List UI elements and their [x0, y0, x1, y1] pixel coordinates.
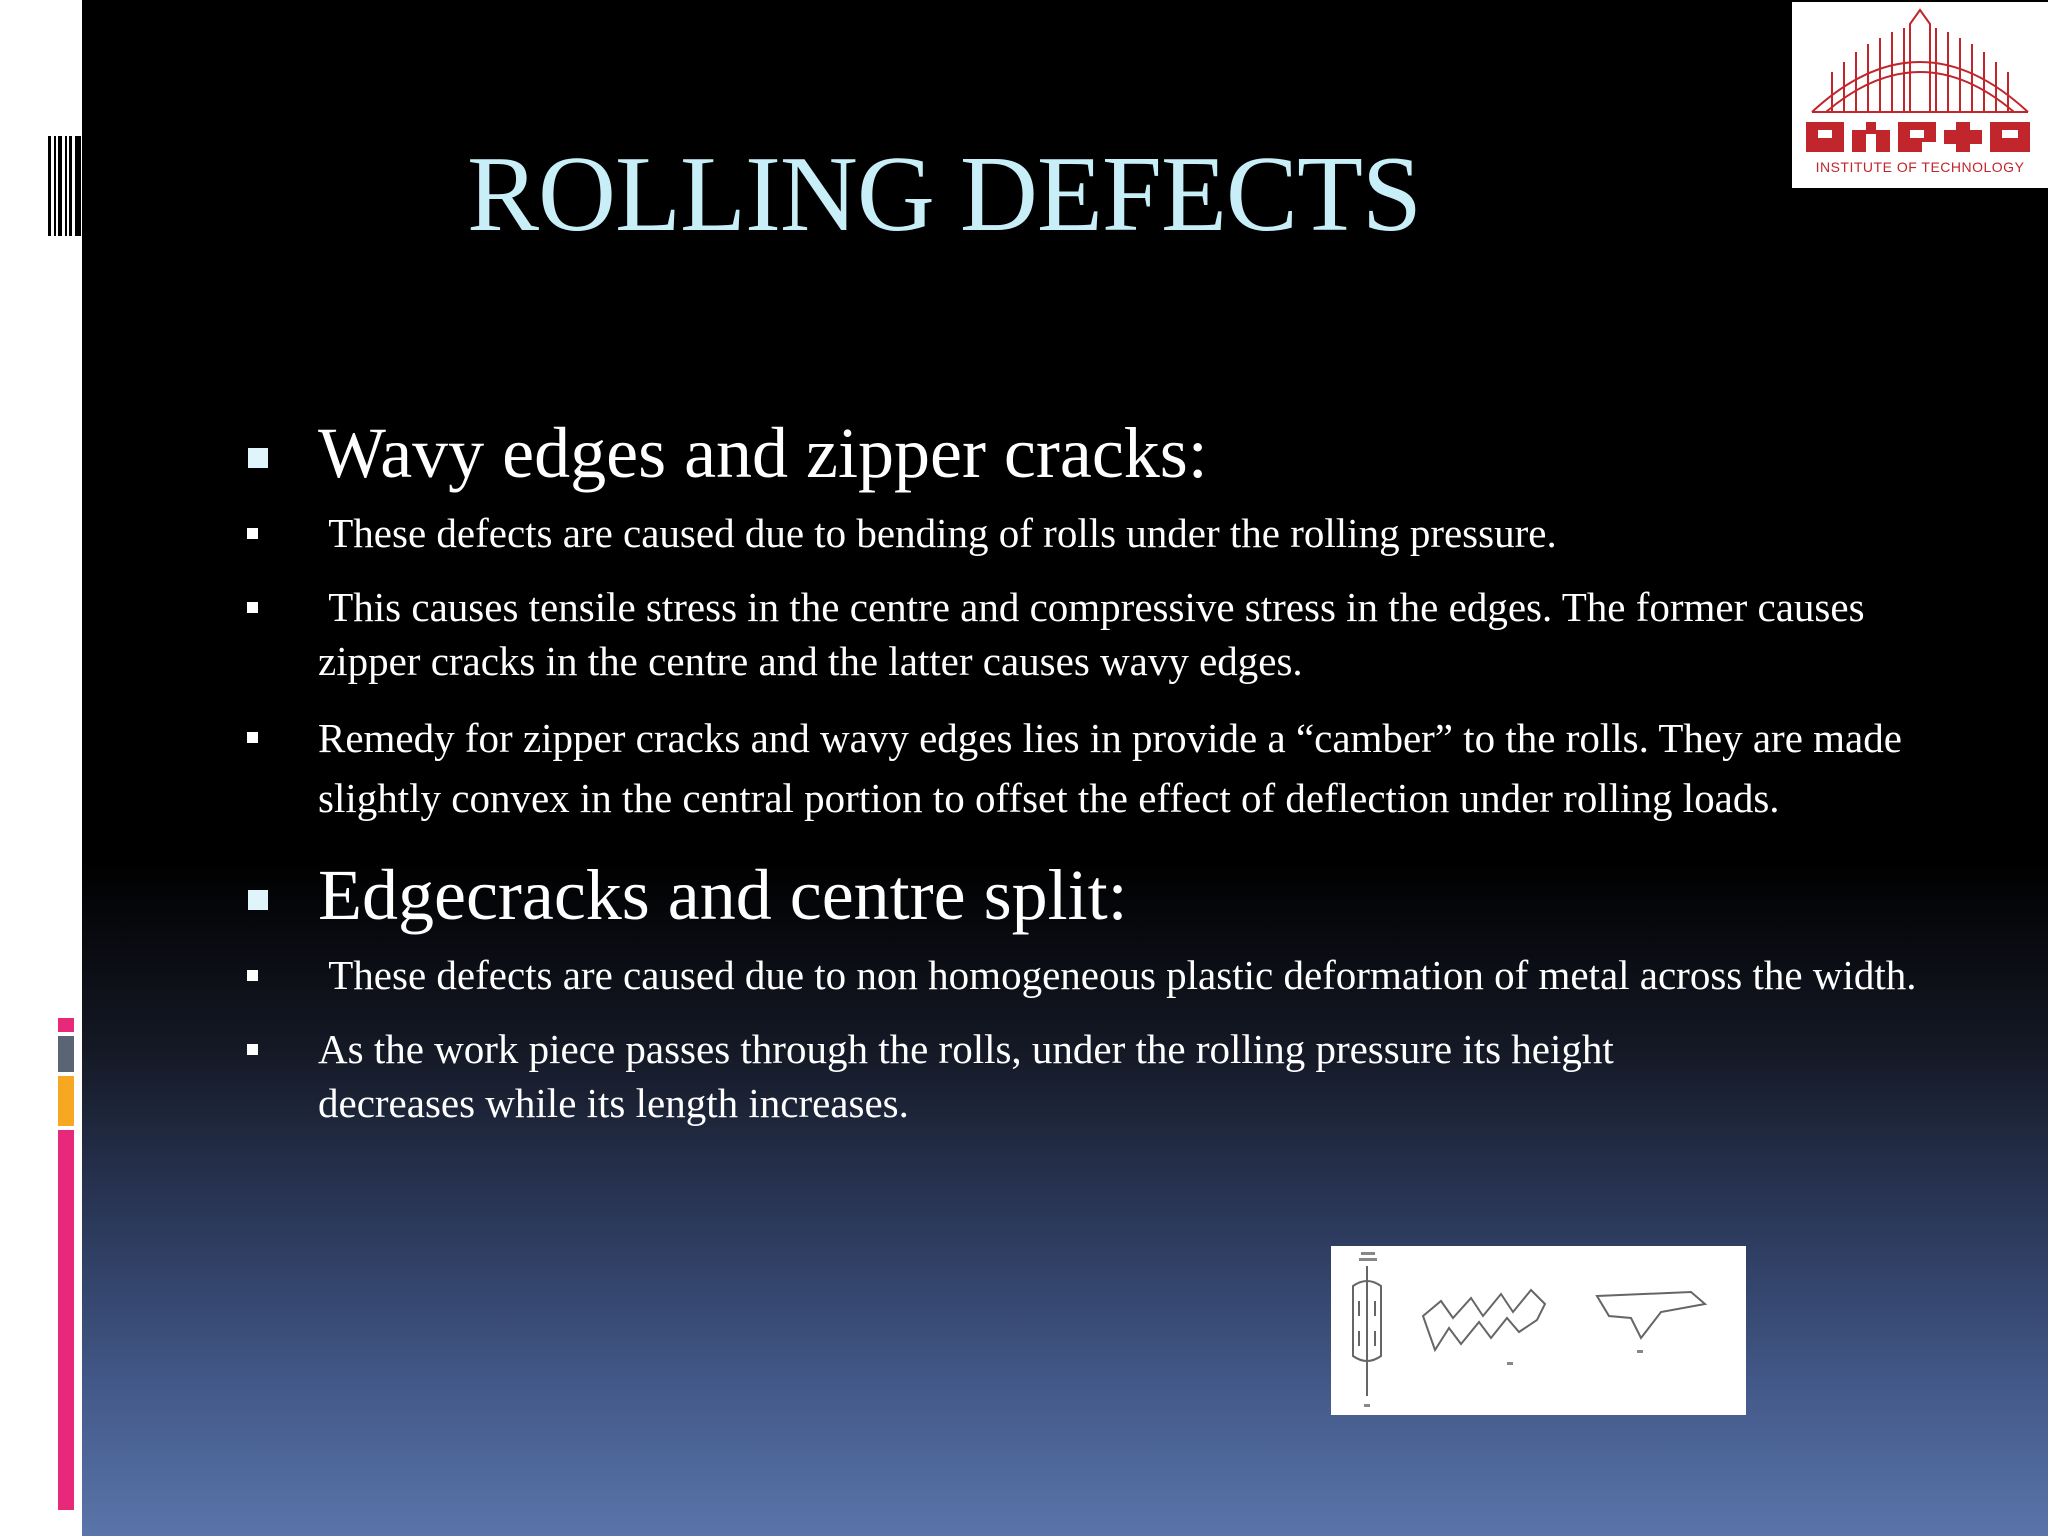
- accent-bar-pink-top: [58, 1018, 74, 1032]
- atria-logo: [1792, 2, 2048, 188]
- square-bullet-icon: [247, 1044, 258, 1055]
- bullet-point: These defects are caused due to non homogeneous plastic deformation of metal across the width.: [242, 948, 1922, 1002]
- slide-content: [242, 410, 1922, 1150]
- rolling-defect-diagram: [1331, 1246, 1746, 1415]
- section-heading-edge-cracks: Edgecracks and centre split:: [242, 852, 1922, 938]
- square-bullet-icon: [247, 732, 258, 743]
- bullet-point: These defects are caused due to bending of rolls under the rolling pressure.: [242, 506, 1922, 560]
- square-bullet-icon: [248, 448, 268, 468]
- bullet-point: As the work piece passes through the rolls, under the rolling pressure its height decreases while its length increases.: [242, 1022, 1768, 1130]
- accent-bar-orange: [58, 1076, 74, 1126]
- bullet-point: This causes tensile stress in the centre and compressive stress in the edges. The former causes zipper cracks in the centre and the latter causes wavy edges.: [242, 580, 1922, 688]
- square-bullet-icon: [247, 602, 258, 613]
- section-heading-wavy-edges: Wavy edges and zipper cracks:: [242, 410, 1922, 496]
- bullet-point: Remedy for zipper cracks and wavy edges lies in provide a “camber” to the rolls. They are made slightly convex in the central portion to offset the effect of deflection under rolling loads.: [242, 708, 1922, 828]
- square-bullet-icon: [247, 528, 258, 539]
- accent-bar-pink: [58, 1130, 74, 1510]
- accent-bar-gray: [58, 1036, 74, 1072]
- logo-tagline: INSTITUTE OF TECHNOLOGY: [1815, 159, 2025, 175]
- square-bullet-icon: [248, 890, 268, 910]
- square-bullet-icon: [247, 970, 258, 981]
- slide-title: ROLLING DEFECTS: [467, 135, 1421, 254]
